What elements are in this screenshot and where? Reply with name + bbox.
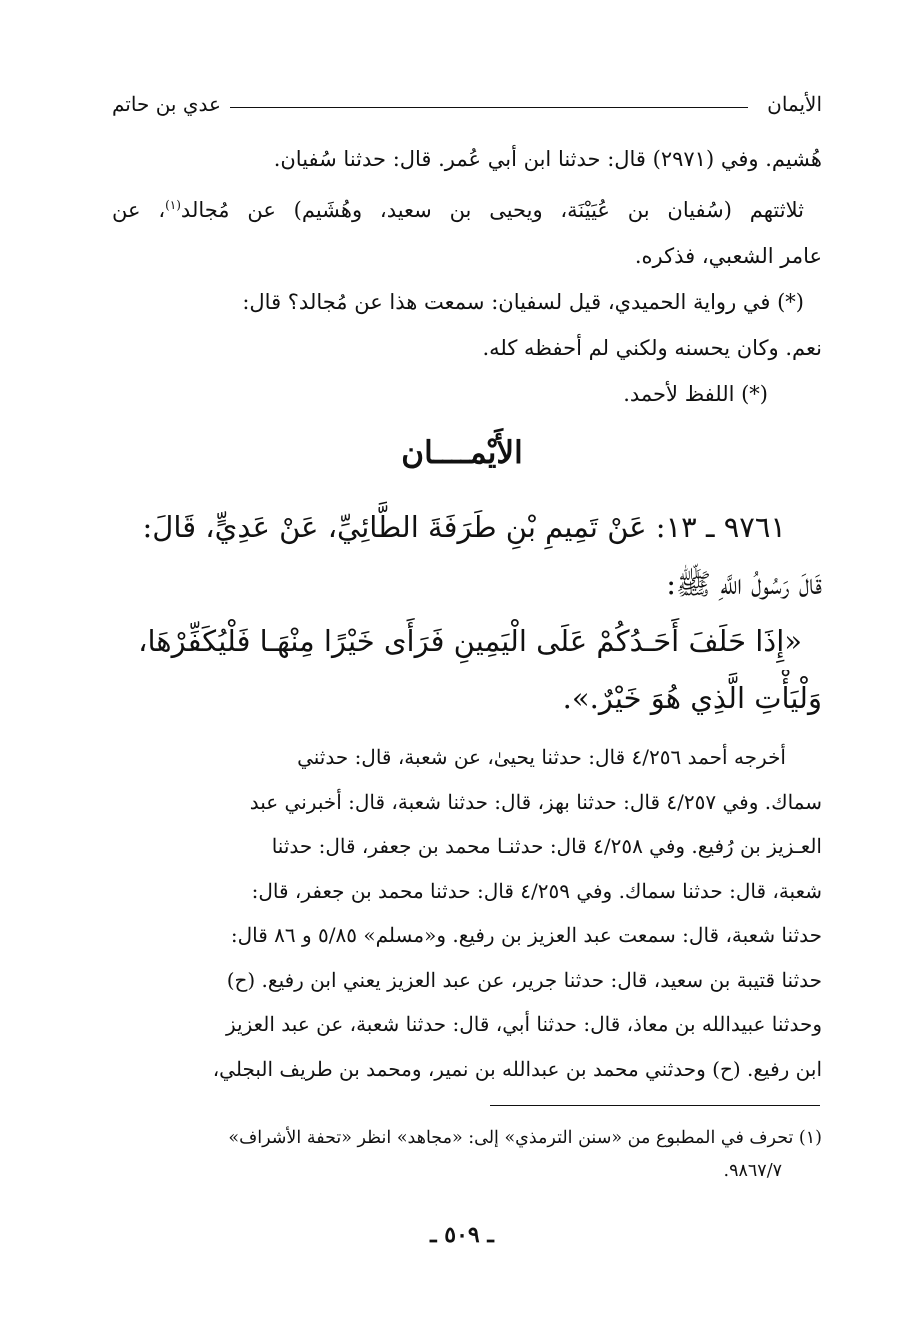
previous-hadith-continuation [112, 136, 822, 417]
text-line: نعم. وكان يحسنه ولكني لم أحفظه كله. [482, 336, 822, 360]
header-chapter-title: الأيمان [767, 92, 822, 116]
text-line: أخرجه أحمد ٤/٢٥٦ قال: حدثنا يحيىٰ، عن شعبة، قال: حدثني [297, 745, 786, 769]
hadith-line: قَالَ رَسُولُ اللَّهِ ﷺ: [666, 567, 822, 601]
text-segment: ثلاثتهم (سُفيان بن عُيَيْنَة، ويحيى بن سعيد، وهُشَيم) عن مُجالد [180, 198, 804, 222]
text-line: هُشيم. وفي (٢٩٧١) قال: حدثنا ابن أبي عُمر. قال: حدثنا سُفيان. [273, 147, 822, 171]
footnote-line: (١) تحرف في المطبوع من «سنن الترمذي» إلى: «مجاهد» انظر «تحفة الأشراف» [228, 1128, 822, 1148]
hadith-line: ٩٧٦١ ـ ١٣: عَنْ تَمِيمِ بْنِ طَرَفَةَ الطَّائِيِّ، عَنْ عَدِيٍّ، قَالَ: [142, 510, 786, 544]
running-header [112, 92, 822, 122]
text-line: عامر الشعبي، فذكره. [634, 244, 822, 268]
text-line [112, 182, 822, 233]
text-line: ابن رفيع. (ح) وحدثني محمد بن عبدالله بن نمير، ومحمد بن طريف البجلي، [212, 1056, 822, 1081]
header-rule [230, 107, 748, 108]
takhrij-paragraph [112, 735, 822, 1091]
text-line: حدثنا قتيبة بن سعيد، قال: حدثنا جرير، عن عبد العزيز يعني ابن رفيع. (ح) [226, 967, 822, 992]
footnote-separator [490, 1105, 820, 1106]
hadith-line: وَلْيَأْتِ الَّذِي هُوَ خَيْرٌ.». [562, 681, 822, 715]
text-line: سماك. وفي ٤/٢٥٧ قال: حدثنا بهز، قال: حدثنا شعبة، قال: أخبرني عبد [249, 789, 822, 814]
text-segment: ، عن [112, 198, 166, 222]
header-narrator-name: عدي بن حاتم [112, 92, 221, 116]
note-line: (*) اللفظ لأحمد. [623, 382, 768, 406]
text-line: العـزيز بن رُفيع. وفي ٤/٢٥٨ قال: حدثنـا محمد بن جعفر، قال: حدثنا [271, 834, 822, 858]
text-line: وحدثنا عبيدالله بن معاذ، قال: حدثنا أبي، قال: حدثنا شعبة، عن عبد العزيز [226, 1012, 822, 1036]
section-title: الأَيْمــــان [401, 435, 523, 471]
text-line: شعبة، قال: حدثنا سماك. وفي ٤/٢٥٩ قال: حدثنا محمد بن جعفر، قال: [251, 878, 822, 903]
footnotes [112, 1122, 822, 1188]
text-line: حدثنا شعبة، قال: سمعت عبد العزيز بن رفيع. و«مسلم» ٥/٨٥ و ٨٦ قال: [230, 923, 822, 947]
footnote-line: ٩٨٦٧/٧. [723, 1161, 782, 1181]
note-line: (*) في رواية الحميدي، قيل لسفيان: سمعت هذا عن مُجالد؟ قال: [242, 290, 804, 314]
page-number: ـ ٥٠٩ ـ [430, 1222, 494, 1248]
hadith-line: «إِذَا حَلَفَ أَحَـدُكُمْ عَلَى الْيَمِينِ فَرَأَى خَيْرًا مِنْهَـا فَلْيُكَفِّرْهَا، [138, 624, 802, 658]
hadith-text [112, 499, 822, 727]
footnote-marker: (١) [165, 198, 181, 212]
